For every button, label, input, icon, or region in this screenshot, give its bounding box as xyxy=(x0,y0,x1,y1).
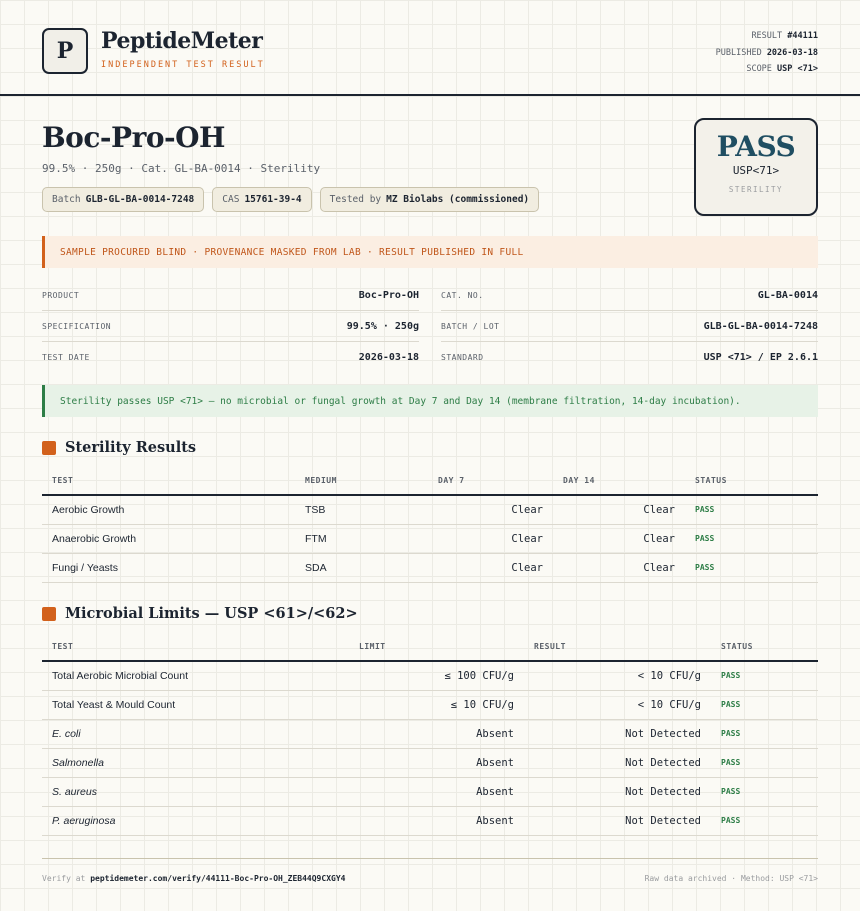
section-title: Microbial Limits — USP <61>/<62> xyxy=(65,605,358,622)
day14-result: Clear xyxy=(553,495,685,524)
chip-label: Batch xyxy=(52,194,81,205)
section-title: Sterility Results xyxy=(65,439,197,456)
info-grid-left xyxy=(42,280,419,373)
info-row xyxy=(42,311,419,342)
column-header: TEST xyxy=(42,467,295,495)
microbial-table xyxy=(42,633,818,836)
status-badge: PASS xyxy=(685,553,818,582)
status-badge: PASS xyxy=(685,495,818,524)
result: Not Detected xyxy=(524,806,711,835)
limit: Absent xyxy=(349,777,524,806)
table-row xyxy=(42,748,818,777)
column-header: RESULT xyxy=(524,633,711,661)
test-name: Fungi / Yeasts xyxy=(42,553,295,582)
table-header-row xyxy=(42,467,818,495)
status-badge: PASS xyxy=(711,719,818,748)
limit: Absent xyxy=(349,719,524,748)
info-row xyxy=(42,280,419,311)
medium: TSB xyxy=(295,495,428,524)
test-name: S. aureus xyxy=(42,777,349,806)
day7-result: Clear xyxy=(428,553,553,582)
info-label: BATCH / LOT xyxy=(441,321,500,331)
result-id: #44111 xyxy=(787,31,818,41)
info-row xyxy=(42,342,419,373)
limit: ≤ 10 CFU/g xyxy=(349,690,524,719)
chip-value: GLB-GL-BA-0014-7248 xyxy=(85,194,195,205)
section-marker-icon xyxy=(42,607,56,621)
info-value: USP <71> / EP 2.6.1 xyxy=(703,352,818,363)
result-meta xyxy=(716,28,818,78)
section-marker-icon xyxy=(42,441,56,455)
column-header: LIMIT xyxy=(349,633,524,661)
tested-by-chip xyxy=(320,187,539,212)
result: < 10 CFU/g xyxy=(524,661,711,690)
sterility-table xyxy=(42,467,818,583)
medium: SDA xyxy=(295,553,428,582)
footer-method: Raw data archived · Method: USP <71> xyxy=(644,874,818,883)
published-label: PUBLISHED xyxy=(715,47,762,58)
result: Not Detected xyxy=(524,777,711,806)
verify-link[interactable]: peptidemeter.com/verify/44111-Boc-Pro-OH_ZEB44Q9CXGY4 xyxy=(90,874,346,883)
brand-tagline: INDEPENDENT TEST RESULT xyxy=(101,60,265,70)
scope-label: SCOPE xyxy=(746,64,772,74)
status-badge: PASS xyxy=(711,748,818,777)
test-name: Total Yeast & Mould Count xyxy=(42,690,349,719)
info-value: GL-BA-0014 xyxy=(757,289,818,301)
info-row xyxy=(441,311,818,342)
limit: ≤ 100 CFU/g xyxy=(349,661,524,690)
info-value: Boc-Pro-OH xyxy=(358,289,419,301)
column-header: TEST xyxy=(42,633,349,661)
result: Not Detected xyxy=(524,748,711,777)
limit: Absent xyxy=(349,806,524,835)
test-name: Salmonella xyxy=(42,748,349,777)
footer-divider xyxy=(42,858,818,859)
product-subtitle: 99.5% · 250g · Cat. GL-BA-0014 · Sterility xyxy=(42,162,321,175)
verdict-result: PASS xyxy=(716,130,796,163)
column-header: STATUS xyxy=(711,633,818,661)
report-header xyxy=(0,0,860,96)
test-name: Total Aerobic Microbial Count xyxy=(42,661,349,690)
column-header: MEDIUM xyxy=(295,467,428,495)
result-label: RESULT xyxy=(751,31,783,41)
day7-result: Clear xyxy=(428,495,553,524)
column-header: DAY 7 xyxy=(428,467,553,495)
info-row xyxy=(441,280,818,311)
verdict-category: STERILITY xyxy=(728,185,784,194)
verdict-badge xyxy=(694,118,818,216)
chip-label: CAS xyxy=(222,194,240,205)
summary-note: Sterility passes USP <71> — no microbial or fungal growth at Day 7 and Day 14 (membrane filtration, 14-day incubation). xyxy=(42,385,818,417)
info-row xyxy=(441,342,818,373)
limit: Absent xyxy=(349,748,524,777)
chip-label: Tested by xyxy=(329,194,382,205)
test-name: Anaerobic Growth xyxy=(42,524,295,553)
column-header: DAY 14 xyxy=(553,467,685,495)
brand-name: PeptideMeter xyxy=(101,28,263,54)
table-row xyxy=(42,777,818,806)
verify-text xyxy=(42,874,345,883)
day14-result: Clear xyxy=(553,553,685,582)
table-row xyxy=(42,495,818,524)
scope-value: USP <71> xyxy=(777,64,818,74)
table-header-row xyxy=(42,633,818,661)
status-badge: PASS xyxy=(711,690,818,719)
product-chips xyxy=(42,187,539,212)
microbial-section-header xyxy=(42,605,358,622)
table-row xyxy=(42,806,818,835)
product-title: Boc-Pro-OH xyxy=(42,121,225,154)
info-label: CAT. NO. xyxy=(441,290,484,300)
status-badge: PASS xyxy=(711,806,818,835)
info-grid-right xyxy=(441,280,818,373)
table-row xyxy=(42,690,818,719)
info-label: PRODUCT xyxy=(42,290,80,300)
verify-prefix: Verify at xyxy=(42,874,86,883)
procurement-notice: SAMPLE PROCURED BLIND · PROVENANCE MASKED FROM LAB · RESULT PUBLISHED IN FULL xyxy=(42,236,818,268)
chip-value: MZ Biolabs (commissioned) xyxy=(386,194,530,205)
result: < 10 CFU/g xyxy=(524,690,711,719)
published-date: 2026-03-18 xyxy=(766,47,818,58)
table-row xyxy=(42,553,818,582)
table-row xyxy=(42,719,818,748)
table-row xyxy=(42,524,818,553)
test-name: E. coli xyxy=(42,719,349,748)
verdict-standard: USP<71> xyxy=(732,164,780,177)
info-label: SPECIFICATION xyxy=(42,321,112,331)
result: Not Detected xyxy=(524,719,711,748)
test-name: P. aeruginosa xyxy=(42,806,349,835)
status-badge: PASS xyxy=(711,661,818,690)
info-value: GLB-GL-BA-0014-7248 xyxy=(703,320,818,332)
day14-result: Clear xyxy=(553,524,685,553)
test-name: Aerobic Growth xyxy=(42,495,295,524)
sterility-section-header xyxy=(42,439,196,456)
info-value: 99.5% · 250g xyxy=(346,320,419,332)
day7-result: Clear xyxy=(428,524,553,553)
chip-value: 15761-39-4 xyxy=(244,194,302,205)
batch-chip xyxy=(42,187,204,212)
info-value: 2026-03-18 xyxy=(358,352,419,363)
medium: FTM xyxy=(295,524,428,553)
status-badge: PASS xyxy=(711,777,818,806)
table-row xyxy=(42,661,818,690)
status-badge: PASS xyxy=(685,524,818,553)
info-label: STANDARD xyxy=(441,353,484,362)
column-header: STATUS xyxy=(685,467,818,495)
logo: P xyxy=(42,28,88,74)
cas-chip xyxy=(212,187,311,212)
info-label: TEST DATE xyxy=(42,353,90,362)
